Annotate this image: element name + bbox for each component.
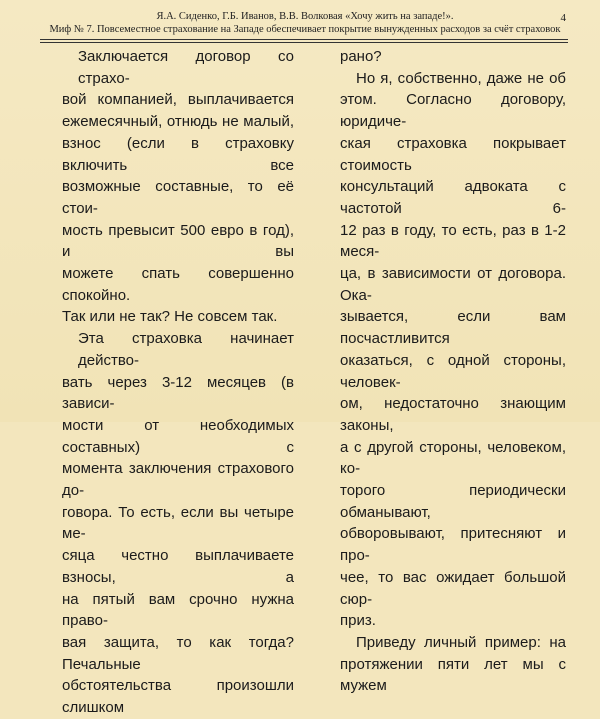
header-authors-title: Я.А. Сиденко, Г.Б. Иванов, В.В. Волковая «Хочу жить на западе!».: [156, 11, 454, 22]
text-line: ежемесячный, отнюдь не малый,: [62, 113, 294, 131]
text-line: Но я, собственно, даже не об: [356, 69, 566, 87]
text-column-left: [62, 46, 294, 719]
text-line: мость превысит 500 евро в год), и вы: [62, 221, 294, 261]
text-line: оказаться, с одной стороны, человек-: [340, 351, 566, 391]
text-line: вой компанией, выплачивается: [62, 91, 294, 109]
text-line: 12 раз в году, то есть, раз в 1-2 меся-: [340, 221, 566, 261]
text-line: можете спать совершенно спокойно.: [62, 265, 294, 304]
text-line: зывается, если вам посчастливится: [340, 308, 566, 348]
text-line: вать через 3-12 месяцев (в зависи-: [62, 373, 294, 413]
text-line: Так или не так? Не совсем так.: [62, 308, 278, 326]
text-line: Заключается договор со страхо-: [78, 48, 294, 87]
text-line: говора. То есть, если вы четыре ме-: [62, 503, 294, 543]
text-line: на пятый вам срочно нужна право-: [62, 590, 294, 630]
text-column-right: [340, 46, 566, 697]
text-line: рано?: [340, 48, 382, 65]
text-line: приз.: [340, 612, 376, 630]
running-header: [40, 10, 570, 36]
text-line: этом. Согласно договору, юридиче-: [340, 91, 566, 131]
text-line: сяца честно выплачиваете взносы, а: [62, 547, 294, 586]
text-line: а с другой стороны, человеком, ко-: [340, 438, 566, 478]
text-line: возможные составные, то её стои-: [62, 178, 294, 217]
text-line: Приведу личный пример: на: [356, 633, 566, 651]
header-rule-lower: [40, 42, 568, 43]
text-line: Эта страховка начинает действо-: [78, 330, 294, 369]
text-line: момента заключения страхового до-: [62, 460, 294, 500]
text-line: обворовывают, притесняют и про-: [340, 525, 566, 565]
text-line: ом, недостаточно знающим законы,: [340, 395, 566, 434]
text-line: торого периодически обманывают,: [340, 482, 566, 521]
text-line: консультаций адвоката с частотой 6-: [340, 178, 566, 217]
text-line: протяжении пяти лет мы с мужем: [340, 655, 566, 695]
page-number: 4: [560, 12, 566, 24]
text-line: ская страховка покрывает стоимость: [340, 134, 566, 174]
text-line: ца, в зависимости от договора. Ока-: [340, 265, 566, 304]
text-line: взнос (если в страховку включить все: [62, 134, 294, 174]
header-chapter-title: Миф № 7. Повсеместное страхование на Западе обеспечивает покрытие вынужденных расходов за счёт страховок: [49, 24, 561, 35]
header-rule-upper: [40, 39, 568, 40]
text-line: чее, то вас ожидает большой сюр-: [340, 568, 566, 608]
text-line: мости от необходимых составных) с: [62, 416, 294, 456]
text-line: обстоятельства произошли слишком: [62, 677, 294, 717]
text-line: вая защита, то как тогда? Печальные: [62, 633, 294, 673]
